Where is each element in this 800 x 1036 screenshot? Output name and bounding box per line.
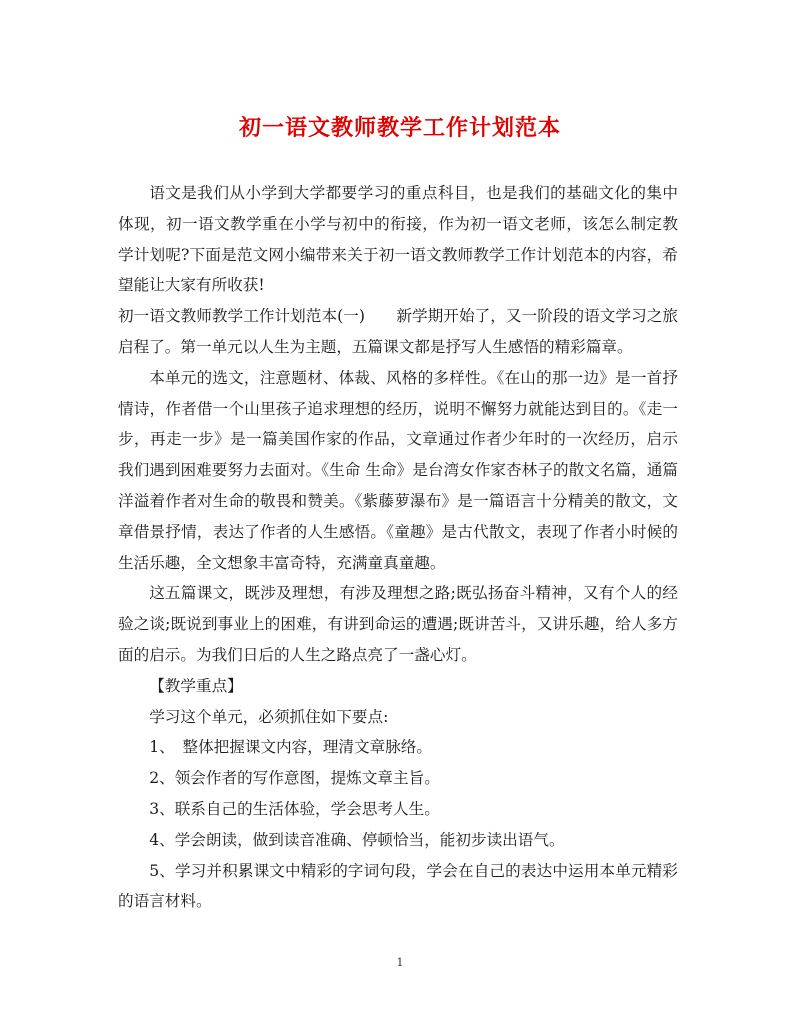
unit-selection-paragraph: 本单元的选文，注意题材、体裁、风格的多样性。《在山的那一边》是一首抒情诗，作者借一个山里孩子追求理想的经历，说明不懈努力就能达到目的。《走一步，再走一步》是一篇美国作家的作品，文章通过作者少年时的一次经历，启示我们遇到困难要努力去面对。《生命 生命》是台湾女作家杏林子的散文名篇，通篇洋溢着作者对生命的敬畏和赞美。《紫藤萝瀑布》是一篇语言十分精美的散文，文章借景抒情，表达了作者的人生感悟。《童趣》是古代散文，表现了作者小时候的生活乐趣，全文想象丰富奇特，充满童真童趣。 (118, 368, 678, 572)
key-points-intro: 学习这个单元，必须抓住如下要点: (149, 707, 389, 726)
list-item: 2、领会作者的写作意图，提炼文章主旨。 (149, 769, 440, 788)
page-number: 1 (396, 956, 404, 969)
list-item: 1、 整体把握课文内容，理清文章脉络。 (149, 738, 432, 757)
unit-summary-paragraph: 这五篇课文，既涉及理想，有涉及理想之路;既弘扬奋斗精神，又有个人的经验之谈;既说到事业上的困难，有讲到命运的遭遇;既讲苦斗，又讲乐趣，给人多方面的启示。为我们日后的人生之路点亮了一盏心灯。 (118, 584, 678, 664)
section-heading-teaching-focus: 【教学重点】 (149, 676, 243, 695)
list-item: 3、联系自己的生活体验，学会思考人生。 (149, 799, 440, 818)
plan-heading-paragraph: 初一语文教师教学工作计划范本(一) 新学期开始了，又一阶段的语文学习之旅启程了。第一单元以人生为主题，五篇课文都是抒写人生感悟的精彩篇章。 (118, 307, 678, 356)
list-item: 5、学习并积累课文中精彩的字词句段，学会在自己的表达中运用本单元精彩的语言材料。 (118, 861, 678, 911)
intro-paragraph: 语文是我们从小学到大学都要学习的重点科目，也是我们的基础文化的集中体现，初一语文教学重在小学与初中的衔接，作为初一语文老师，该怎么制定教学计划呢?下面是范文网小编带来关于初一语文教师教学工作计划范本的内容，希望能让大家有所收获! (118, 184, 678, 295)
list-item: 4、学会朗读，做到读音准确、停顿恰当，能初步读出语气。 (149, 830, 565, 849)
document-title: 初一语文教师教学工作计划范本 (238, 115, 561, 141)
document-body (118, 178, 678, 917)
